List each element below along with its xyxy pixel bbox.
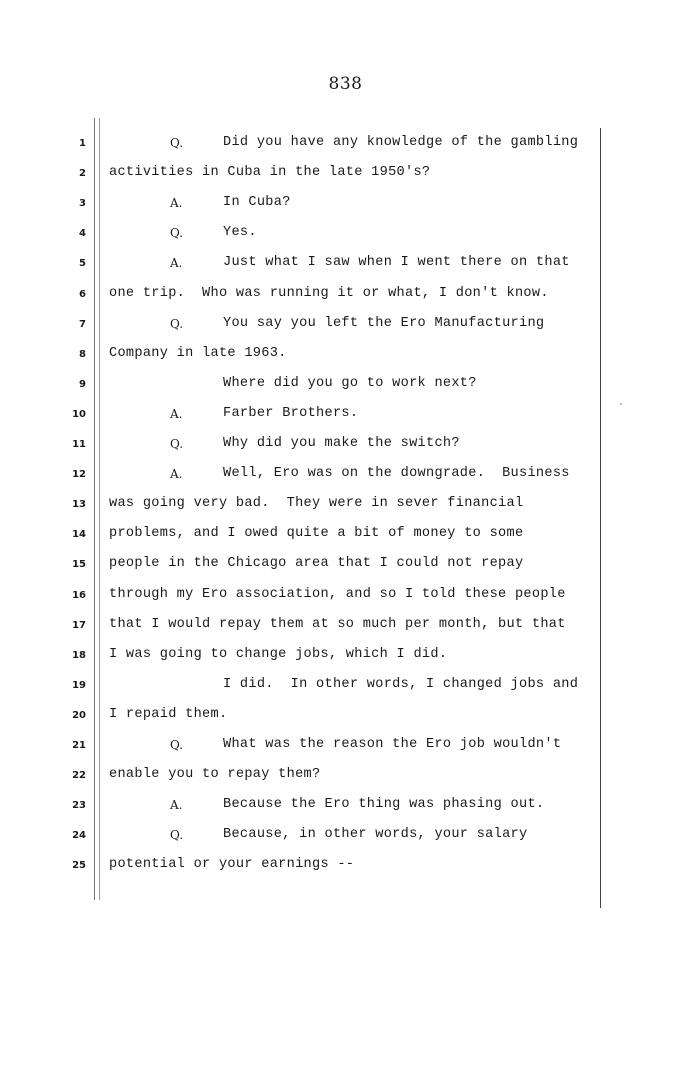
line-number: 22 [72, 770, 86, 781]
line-text: Company in late 1963. [109, 346, 287, 361]
line-number: 19 [72, 680, 86, 691]
line-number: 1 [79, 138, 86, 149]
page-number: 838 [328, 74, 363, 94]
speaker-label: A. [170, 256, 183, 270]
transcript-line [0, 857, 691, 877]
transcript-line [0, 195, 691, 215]
line-number: 18 [72, 650, 86, 661]
speaker-label: Q. [170, 226, 184, 240]
line-number: 8 [79, 349, 86, 360]
scan-speck [620, 403, 622, 405]
line-text: I was going to change jobs, which I did. [109, 647, 448, 662]
speaker-label: Q. [170, 738, 184, 752]
transcript-line [0, 707, 691, 727]
line-number: 7 [79, 319, 86, 330]
line-text: was going very bad. They were in sever financial [109, 496, 524, 511]
line-number: 25 [72, 860, 86, 871]
line-text: Just what I saw when I went there on that [223, 255, 570, 270]
line-number: 23 [72, 800, 86, 811]
line-text: problems, and I owed quite a bit of money to some [109, 526, 524, 541]
line-number: 21 [72, 740, 86, 751]
transcript-line [0, 135, 691, 155]
transcript-line [0, 255, 691, 275]
line-number: 24 [72, 830, 86, 841]
transcript-line [0, 406, 691, 426]
speaker-label: A. [170, 798, 183, 812]
line-text: You say you left the Ero Manufacturing [223, 316, 545, 331]
line-text: Where did you go to work next? [223, 376, 477, 391]
transcript-line [0, 286, 691, 306]
speaker-label: Q. [170, 828, 184, 842]
line-text: one trip. Who was running it or what, I don't know. [109, 286, 549, 301]
transcript-line [0, 587, 691, 607]
line-number: 16 [72, 590, 86, 601]
speaker-label: Q. [170, 437, 184, 451]
line-text: What was the reason the Ero job wouldn't [223, 737, 562, 752]
transcript-line [0, 737, 691, 757]
speaker-label: A. [170, 467, 183, 481]
transcript-line [0, 316, 691, 336]
line-text: Because the Ero thing was phasing out. [223, 797, 545, 812]
line-text: people in the Chicago area that I could not repay [109, 556, 524, 571]
line-number: 10 [72, 409, 86, 420]
line-number: 17 [72, 620, 86, 631]
line-number: 9 [79, 379, 86, 390]
transcript-line [0, 225, 691, 245]
transcript-line [0, 466, 691, 486]
transcript-line [0, 827, 691, 847]
transcript-line [0, 797, 691, 817]
line-number: 5 [79, 258, 86, 269]
line-text: Farber Brothers. [223, 406, 359, 421]
line-number: 4 [79, 228, 86, 239]
line-number: 11 [72, 439, 86, 450]
line-text: Because, in other words, your salary [223, 827, 528, 842]
transcript-line [0, 617, 691, 637]
line-text: activities in Cuba in the late 1950's? [109, 165, 431, 180]
transcript-line [0, 346, 691, 366]
transcript-line [0, 165, 691, 185]
transcript-line [0, 647, 691, 667]
speaker-label: A. [170, 407, 183, 421]
line-number: 15 [72, 559, 86, 570]
line-text: enable you to repay them? [109, 767, 321, 782]
transcript-line [0, 436, 691, 456]
line-text: I repaid them. [109, 707, 228, 722]
transcript-line [0, 496, 691, 516]
line-text: through my Ero association, and so I told these people [109, 587, 566, 602]
transcript-line [0, 767, 691, 787]
line-text: potential or your earnings -- [109, 857, 355, 872]
line-number: 2 [79, 168, 86, 179]
right-margin-rule [600, 128, 601, 908]
speaker-label: Q. [170, 136, 184, 150]
line-number: 20 [72, 710, 86, 721]
line-number: 12 [72, 469, 86, 480]
line-text: I did. In other words, I changed jobs and [223, 677, 579, 692]
line-text: Yes. [223, 225, 257, 240]
transcript-line [0, 556, 691, 576]
line-text: Did you have any knowledge of the gambling [223, 135, 579, 150]
line-text: Well, Ero was on the downgrade. Business [223, 466, 570, 481]
line-number: 14 [72, 529, 86, 540]
line-text: In Cuba? [223, 195, 291, 210]
line-text: that I would repay them at so much per month, but that [109, 617, 566, 632]
line-text: Why did you make the switch? [223, 436, 460, 451]
speaker-label: Q. [170, 317, 184, 331]
transcript-line [0, 376, 691, 396]
transcript-line [0, 526, 691, 546]
speaker-label: A. [170, 196, 183, 210]
transcript-line [0, 677, 691, 697]
line-number: 3 [79, 198, 86, 209]
line-number: 13 [72, 499, 86, 510]
line-number: 6 [79, 289, 86, 300]
